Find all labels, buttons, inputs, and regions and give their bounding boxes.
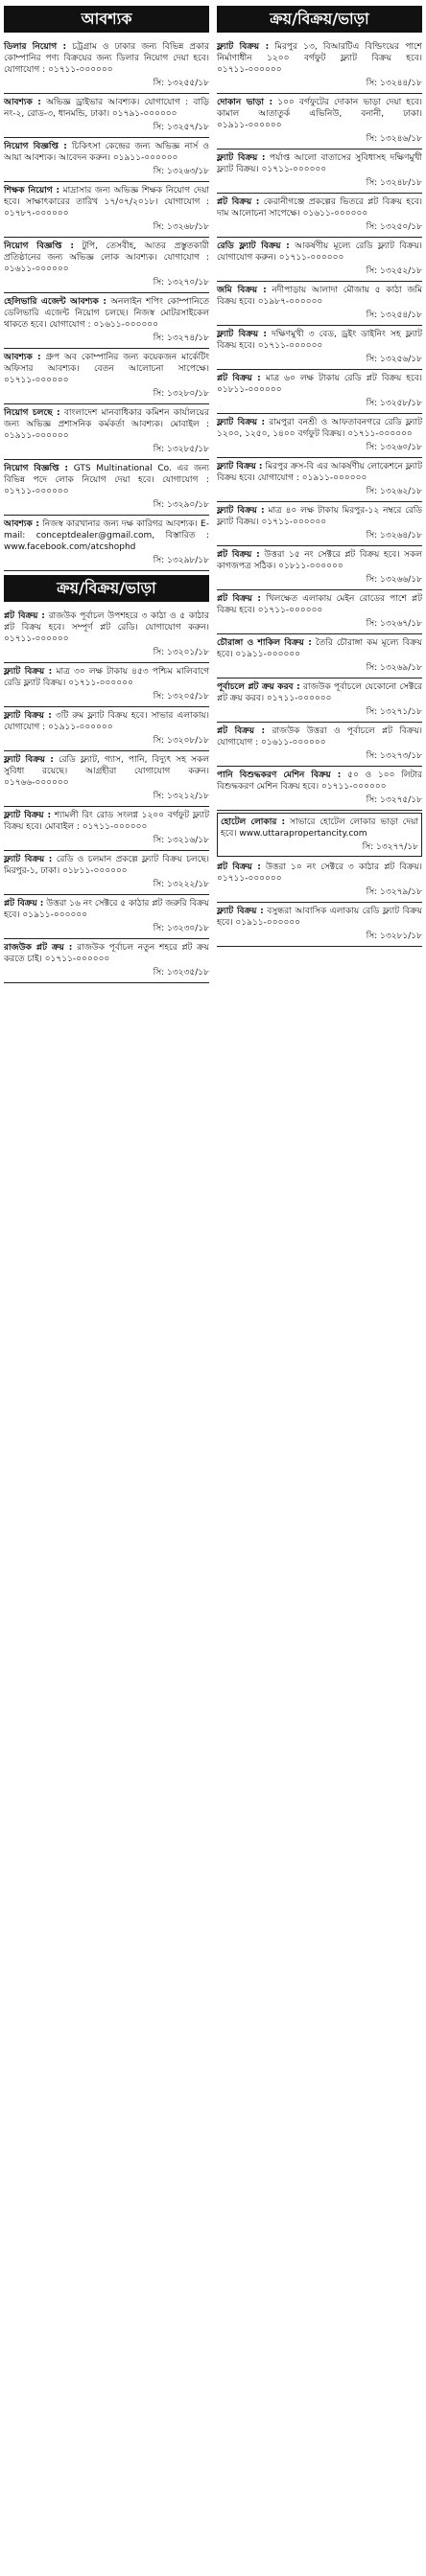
ad-text <box>217 725 422 748</box>
ad-code: সি: ১৩২৫৭/১৮ <box>153 123 209 132</box>
ad-text <box>4 296 209 331</box>
ad-body: উত্তরা ১৬ নং সেক্টরে ৫ কাঠার প্লট জরুরি বিক্রয় হবে। ০১৯১১-০০০০০০ <box>4 899 209 920</box>
ad-code: সি: ১৩২৯৮/১৮ <box>153 556 209 565</box>
classified-ad <box>4 939 209 983</box>
right-column <box>217 4 422 2576</box>
ad-code: সি: ১৩২৯০/১৮ <box>153 500 209 510</box>
ad-code: সি: ১৩২৬৯/১৮ <box>366 663 422 673</box>
ad-code: সি: ১৩২৭১/১৮ <box>366 707 422 717</box>
classified-ad <box>4 851 209 895</box>
ad-code: সি: ১৩২০১/১৮ <box>153 648 209 657</box>
ad-body: সাভারে হোটেল লোকার ভাড়া দেয়া হবে। www.uttarapropertancity.com <box>221 817 418 839</box>
ad-body: উত্তরা ১৫ নং সেক্টরে প্লট বিক্রয় হবে। সকল কাগজপত্র সঠিক। ০১৮১১-০০০০০০ <box>217 550 422 571</box>
section-header-buy-sell-left: ক্রয়/বিক্রয়/ভাড়া <box>4 575 209 602</box>
ad-text <box>221 816 418 840</box>
ad-code: সি: ১৩২৬৮/১৮ <box>153 222 209 232</box>
classified-ad <box>4 404 209 460</box>
ad-body: রাজউক পূর্বাচল উপশহরে ৩ কাঠা ও ৫ কাঠার প্লট বিক্রয় হবে। সম্পূর্ণ প্লট রেডি। যোগাযোগ করুন। ০১৭১১-০০০০০০ <box>4 611 209 644</box>
ad-body: রাজউক পূর্বাচলে যেকোনো সেক্টরে প্লট ক্রয় করব। ০১৭১১-০০০০০০ <box>217 682 422 703</box>
ad-text <box>217 241 422 264</box>
ad-text <box>217 505 422 528</box>
classified-ad <box>217 502 422 546</box>
ad-code: সি: ১৩২৫৮/১৮ <box>366 399 422 408</box>
ad-code: সি: ১৩২৫৪/১৮ <box>366 310 422 320</box>
ad-title: রেডি ফ্ল্যাট বিক্রয় : <box>217 242 290 251</box>
ad-text <box>4 185 209 219</box>
ad-body: GTS Multinational Co. এর জন্য বিভিন্ন পদে লোক নিয়োগ দেয়া হবে। যোগাযোগ : ০১৭১১-০০০০০০ <box>4 464 209 496</box>
ad-body: চিকিৎসা কেন্দ্রের জন্য অভিজ্ঞ নার্স ও আয়া আবশ্যক। আবেদন করুন। ০১৯১১-০০০০০০ <box>4 142 209 163</box>
ad-code: সি: ১৩২৬০/১৮ <box>366 443 422 452</box>
classified-ad <box>4 516 209 571</box>
classified-ad <box>217 414 422 458</box>
ad-title: ফ্ল্যাট বিক্রয় : <box>217 462 263 472</box>
ad-text <box>4 97 209 120</box>
ad-body: রাজউক উত্তরা ও পূর্বাচলে প্লট বিক্রয়। যোগাযোগ : ০১৬১১-০০০০০০ <box>217 726 422 748</box>
ad-body: মিরপুর ১৩, বিআরটিএ বিল্ডিংয়ের পাশে নির্মাণাধীন ১২০০ বর্গফুট ফ্ল্যাট বিক্রয় হবে। ০১৭১১-০০০০০০ <box>217 42 422 75</box>
classified-ad <box>4 460 209 516</box>
ad-code: সি: ১৩২৫২/১৮ <box>366 266 422 276</box>
ad-title: নিয়োগ চলছে : <box>4 408 60 418</box>
ad-code: সি: ১৩২৬৩/১৮ <box>153 167 209 176</box>
ad-body: মাত্র ৪০ লক্ষ টাকায় মিরপুর-১২ নম্বরে রেডি ফ্ল্যাট বিক্রয়। ০১৭১১-০০০০০০ <box>217 506 422 527</box>
ad-text <box>217 906 422 929</box>
ad-code: সি: ১৩২৬৪/১৮ <box>366 531 422 540</box>
classified-ad <box>217 94 422 150</box>
ad-code: সি: ১৩২৩০/১৮ <box>153 924 209 933</box>
ad-title: প্লট বিক্রয় : <box>4 899 44 908</box>
ad-title: আবশ্যক : <box>4 98 41 107</box>
ad-body: দক্ষিণমুখী ৩ বেড, ড্রইং ডাইনিং সহ ফ্ল্যাট বিক্রয় হবে। ০১৭১১-০০০০০০ <box>217 330 422 351</box>
ad-code: সি: ১৩২৭০/১৮ <box>153 278 209 288</box>
ad-text <box>217 41 422 76</box>
ad-title: প্লট বিক্রয় : <box>217 374 261 383</box>
classified-ad <box>4 895 209 939</box>
classified-ad <box>217 723 422 767</box>
ad-title: দোকান ভাড়া : <box>217 98 273 107</box>
classified-ad <box>4 182 209 238</box>
ad-title: পূর্বাচলে প্লট ক্রয় করব : <box>217 682 300 692</box>
classified-ad <box>4 293 209 349</box>
ad-code: সি: ১৩২৭৭/১৮ <box>362 842 418 852</box>
ad-text <box>4 352 209 386</box>
ad-title: রাজউক প্লট ক্রয় : <box>4 943 73 953</box>
ad-body: পর্যাপ্ত আলো বাতাসের সুবিধাসহ দক্ষিণমুখী ফ্ল্যাট বিক্রয়। ০১৭১১-০০০০০০ <box>217 153 422 174</box>
ad-text <box>4 141 209 164</box>
sale-ads-list-left <box>4 608 209 983</box>
classified-ad <box>4 238 209 293</box>
section-header-wanted: আবশ্যক <box>4 6 209 33</box>
ad-body: নিজস্ব কারখানার জন্য দক্ষ কারিগর আবশ্যক। E-mail: conceptdealer@gmail.com, বিস্তারিত : www.facebook.com/atcshophd <box>4 519 209 552</box>
classified-ad <box>4 663 209 707</box>
section-header-buy-sell-right: ক্রয়/বিক্রয়/ভাড়া <box>217 6 422 33</box>
ad-code: সি: ১৩২৫৬/১৮ <box>366 355 422 364</box>
ad-text <box>4 41 209 76</box>
ad-code: সি: ১৩২৫০/১৮ <box>366 222 422 232</box>
ad-title: প্লট বিক্রয় : <box>217 550 260 560</box>
ad-text <box>217 329 422 352</box>
ad-body: বসুন্ধরা আবাসিক এলাকায় রেডি ফ্ল্যাট বিক্রয় হবে। ০১৯১১-০০০০০০ <box>217 907 422 928</box>
ad-code: সি: ১৩২৭৩/১৮ <box>366 751 422 761</box>
ad-title: ফ্ল্যাট বিক্রয় : <box>4 811 52 820</box>
ad-body: শ্যামলী রিং রোড সংলগ্ন ১২০০ বর্গফুট ফ্ল্যাট বিক্রয় হবে। মোবাইল : ০১৭১১-০০০০০০ <box>4 811 209 832</box>
ad-code: সি: ১৩২৭৫/১৮ <box>366 795 422 805</box>
classified-ad <box>4 751 209 807</box>
classified-ad <box>4 349 209 404</box>
ad-code: সি: ১৩২৬৬/১৮ <box>366 575 422 585</box>
ad-code: সি: ১৩২৮০/১৮ <box>153 389 209 399</box>
classified-ad <box>4 138 209 182</box>
ad-title: শিক্ষক নিয়োগ : <box>4 186 60 196</box>
classified-ad <box>4 608 209 663</box>
ad-text <box>4 666 209 689</box>
ad-code: সি: ১৩২৬৭/১৮ <box>366 619 422 629</box>
ad-text <box>217 862 422 885</box>
ad-text <box>217 549 422 572</box>
ad-body: মাদ্রাসার জন্য অভিজ্ঞ শিক্ষক নিয়োগ দেয়া হবে। সাক্ষাৎকারের তারিখ ১৭/০৭/২০১৮। যোগাযোগ : ০১৭৮৭-০০০০০০ <box>4 186 209 218</box>
ad-body: ১০০ বর্গফুটের দোকান ভাড়া দেয়া হবে। কামাল আতাতুর্ক এভিনিউ, বনানী, ঢাকা। ০১৯১১-০০০০০০ <box>217 98 422 130</box>
ad-text <box>4 942 209 965</box>
ad-body: উত্তরা ১০ নং সেক্টরে ৩ কাঠার প্লট বিক্রয়। ০১৭১১-০০০০০০ <box>217 862 422 884</box>
ad-code: সি: ১৩২৪৪/১৮ <box>366 79 422 88</box>
ad-body: রেডি ফ্ল্যাট, গ্যাস, পানি, বিদ্যুৎ সহ সকল সুবিধা রয়েছে। আগ্রহীরা যোগাযোগ করুন। ০১৭৬৬-০০০০০০ <box>4 755 209 788</box>
ad-text <box>217 417 422 440</box>
ad-body: চট্রগ্রাম ও ঢাকার জন্য বিভিন্ন প্রকার কোম্পানির পণ্য বিক্রয়ের জন্য ডিলার নিয়োগ দেয়া হবে। যোগাযোগ : ০১৭১১-০০০০০০ <box>4 42 209 75</box>
classified-ad <box>217 458 422 502</box>
ad-code: সি: ১৩২২২/১৮ <box>153 880 209 889</box>
ad-title: ফ্ল্যাট বিক্রয় : <box>217 907 264 916</box>
ad-body: মাত্র ৩০ লক্ষ টাকায় ৪৫৩ পশ্চিম মালিবাগে রেডি ফ্ল্যাট বিক্রয়। ০১৭১১-০০০০০০ <box>4 667 209 688</box>
ad-text <box>4 407 209 442</box>
ad-code: সি: ১৩২০৮/১৮ <box>153 736 209 746</box>
ad-title: ফ্ল্যাট বিক্রয় : <box>4 755 54 765</box>
ad-body: রেডি ও চলমান প্রকল্পে ফ্ল্যাট বিক্রয় চলছে। মিরপুর-১, ঢাকা। ০১৮১১-০০০০০০ <box>4 855 209 876</box>
classified-ad <box>217 326 422 370</box>
ad-title: ফ্ল্যাট বিক্রয় : <box>217 330 267 339</box>
classified-ad <box>217 370 422 414</box>
ad-title: প্লট বিক্রয় : <box>217 594 261 604</box>
wanted-ads-list <box>4 38 209 571</box>
ad-body: মাত্র ৬০ লক্ষ টাকায় রেডি প্লট বিক্রয় হবে। ০১৮১১-০০০০০০ <box>217 374 422 395</box>
classified-ad <box>4 807 209 851</box>
ad-title: প্লট বিক্রয় : <box>217 726 266 736</box>
ad-body: বাংলাদেশ মানবাধিকার কমিশন কার্যালয়ের জন্য অভিজ্ঞ প্রশাসনিক কর্মকর্তা আবশ্যক। মোবাইল : ০১৯১১-০০০০০০ <box>4 408 209 441</box>
ad-body: অনলাইন শপিং কোম্পানিতে ডেলিভারি এজেন্ট নিয়োগ চলছে। নিজস্ব মোটরসাইকেল থাকতে হবে। যোগাযোগ : ০১৬১১-০০০০০০ <box>4 297 209 330</box>
ad-body: টুপি, তেসবীহ, আতর প্রস্তুতকারী প্রতিষ্ঠানের জন্য অভিজ্ঞ লোক আবশ্যক। যোগাযোগ : ০১৬১১-০০০০০০ <box>4 242 209 274</box>
classified-ad <box>217 150 422 194</box>
ad-title: প্লট বিক্রয় : <box>217 862 261 872</box>
ad-title: হোটেল লোকার : <box>221 817 286 827</box>
classified-ad <box>4 94 209 138</box>
ad-body: আকর্ষণীয় মূল্যে রেডি ফ্ল্যাট বিক্রয়। যোগাযোগ করুন। ০১৭১১-০০০০০০ <box>217 242 422 263</box>
ad-title: নিয়োগ বিজ্ঞপ্তি : <box>4 142 67 151</box>
ad-text <box>4 241 209 275</box>
ad-title: প্লট বিক্রয় : <box>4 611 45 621</box>
ad-text <box>4 518 209 553</box>
ad-text <box>4 898 209 921</box>
ad-text <box>217 593 422 616</box>
ad-text <box>217 637 422 660</box>
ad-code: সি: ১৩২৭৯/১৮ <box>366 887 422 897</box>
ad-text <box>4 710 209 733</box>
ad-body: গ্রুপ অব কোম্পানির জন্য কয়েকজন মার্কেটিং অফিসার আবশ্যক। বেতন আলোচনা সাপেক্ষে। ০১৭১১-০০০০০০ <box>4 353 209 385</box>
ad-body: রাজউক পূর্বাচল নতুন শহরে প্লট ক্রয় করতে চাই। ০১৭১১-০০০০০০ <box>4 943 209 964</box>
classified-ad <box>217 238 422 282</box>
classified-ad <box>217 194 422 238</box>
ad-title: ফ্ল্যাট বিক্রয় : <box>217 42 270 52</box>
ad-body: রামপুরা বনশ্রী ও আফতাবনগরে রেডি ফ্ল্যাট ১২০০, ১২৫০, ১৪০০ বর্গফুট বিক্রয়। ০১৭১১-০০০০০০ <box>217 418 422 439</box>
classified-ad <box>217 282 422 326</box>
ad-body: নদীপাড়ায় আলাদা মৌজায় ৫ কাঠা জমি বিক্রয় হবে। ০১৯৮৭-০০০০০০ <box>217 286 422 307</box>
ad-text <box>217 285 422 308</box>
ad-body: খিলক্ষেত এলাকায় মেইন রোডের পাশে প্লট বিক্রয় হবে। ০১৭১১-০০০০০০ <box>217 594 422 615</box>
classified-ad <box>4 707 209 751</box>
ad-title: পানি বিশুদ্ধকরণ মেশিন বিক্রয় : <box>217 770 342 780</box>
classified-ad <box>217 546 422 590</box>
ad-text <box>217 461 422 484</box>
ad-title: জমি বিক্রয় : <box>217 286 267 295</box>
sale-ads-list-right <box>217 38 422 947</box>
classified-ad <box>217 767 422 811</box>
ad-text <box>4 610 209 645</box>
ad-title: আবশ্যক : <box>4 519 39 529</box>
left-column <box>4 4 209 2576</box>
classified-ad <box>217 634 422 678</box>
ad-text <box>217 681 422 704</box>
ad-code: সি: ১৩২৭৪/১৮ <box>153 334 209 343</box>
classified-ad <box>217 903 422 947</box>
classified-ad <box>217 590 422 634</box>
ad-title: ডিলার নিয়োগ : <box>4 42 67 52</box>
classified-ad <box>4 38 209 94</box>
ad-text <box>217 373 422 396</box>
ad-text <box>4 463 209 497</box>
ad-code: সি: ১৩২৪৮/১৮ <box>366 178 422 188</box>
ad-title: ফ্ল্যাট বিক্রয় : <box>217 418 266 427</box>
ad-text <box>217 770 422 793</box>
ad-code: সি: ১৩২৪৬/১৮ <box>366 134 422 144</box>
ad-body: তৈরি চৌরাঙ্গা কম মূল্যে বিক্রয় হবে। ০১৯১১-০০০০০০ <box>217 638 422 659</box>
ad-title: আবশ্যক : <box>4 353 41 362</box>
ad-title: ফ্ল্যাট বিক্রয় : <box>217 506 265 516</box>
ad-title: নিয়োগ বিজ্ঞপ্তি : <box>4 464 69 473</box>
ad-title: ফ্ল্যাট বিক্রয় : <box>217 153 266 163</box>
ad-body: কেরানীগঞ্জে প্রকল্পের ভিতরে প্লট বিক্রয় হবে। দাম আলোচনা সাপেক্ষে। ০১৬১১-০০০০০০ <box>217 197 422 218</box>
ad-body: ৫০ ও ১০০ লিটার বিশুদ্ধকরণ মেশিন বিক্রয় হবে। ০১৭১১-০০০০০০ <box>217 770 422 792</box>
ad-body: অভিজ্ঞ ড্রাইভার আবশ্যক। যোগাযোগ : বাড়ি নং-২, রোড-৩, ধানমন্ডি, ঢাকা। ০১৭৯১-০০০০০০ <box>4 98 209 119</box>
ad-code: সি: ১৩২১২/১৮ <box>153 792 209 801</box>
ad-code: সি: ১৩২৩৫/১৮ <box>153 968 209 978</box>
ad-text <box>4 810 209 833</box>
classified-ad <box>217 813 422 857</box>
ad-text <box>217 152 422 175</box>
ad-title: প্লট বিক্রয় : <box>217 197 260 207</box>
ad-body: মিরপুর ক্রস-বি এর আকর্ষণীয় লোকেশনে ফ্ল্যাট বিক্রয় হবে। যোগাযোগ : ০১৯১১-০০০০০০ <box>217 462 422 483</box>
ad-text <box>4 854 209 877</box>
classified-ad <box>217 859 422 903</box>
ad-title: ফ্ল্যাট বিক্রয় : <box>4 667 53 677</box>
ad-text <box>4 754 209 789</box>
ad-title: নিয়োগ বিজ্ঞপ্তি : <box>4 242 74 251</box>
ad-body: ৩টি রুম ফ্ল্যাট বিক্রয় হবে। সাভার এলাকায়। যোগাযোগ : ০১৯১১-০০০০০০ <box>4 711 209 732</box>
ad-title: হেলিভারি এজেন্ট আবশ্যক : <box>4 297 106 307</box>
ad-code: সি: ১৩২১৬/১৮ <box>153 836 209 845</box>
ad-code: সি: ১৩২৮১/১৮ <box>366 932 422 941</box>
ad-title: ফ্ল্যাট বিক্রয় : <box>4 711 52 721</box>
ad-title: চৌরাঙ্গা ও শাকিল বিক্রয় : <box>217 638 312 648</box>
ad-code: সি: ১৩২৬২/১৮ <box>366 487 422 496</box>
ad-text <box>217 196 422 219</box>
ad-text <box>217 97 422 131</box>
ad-code: সি: ১৩২০৫/১৮ <box>153 692 209 702</box>
ad-code: সি: ১৩২৮৫/১৮ <box>153 445 209 454</box>
ad-code: সি: ১৩২৫৫/১৮ <box>153 79 209 88</box>
ad-title: ফ্ল্যাট বিক্রয় : <box>4 855 53 864</box>
classified-ad <box>217 678 422 723</box>
classified-ad <box>217 38 422 94</box>
